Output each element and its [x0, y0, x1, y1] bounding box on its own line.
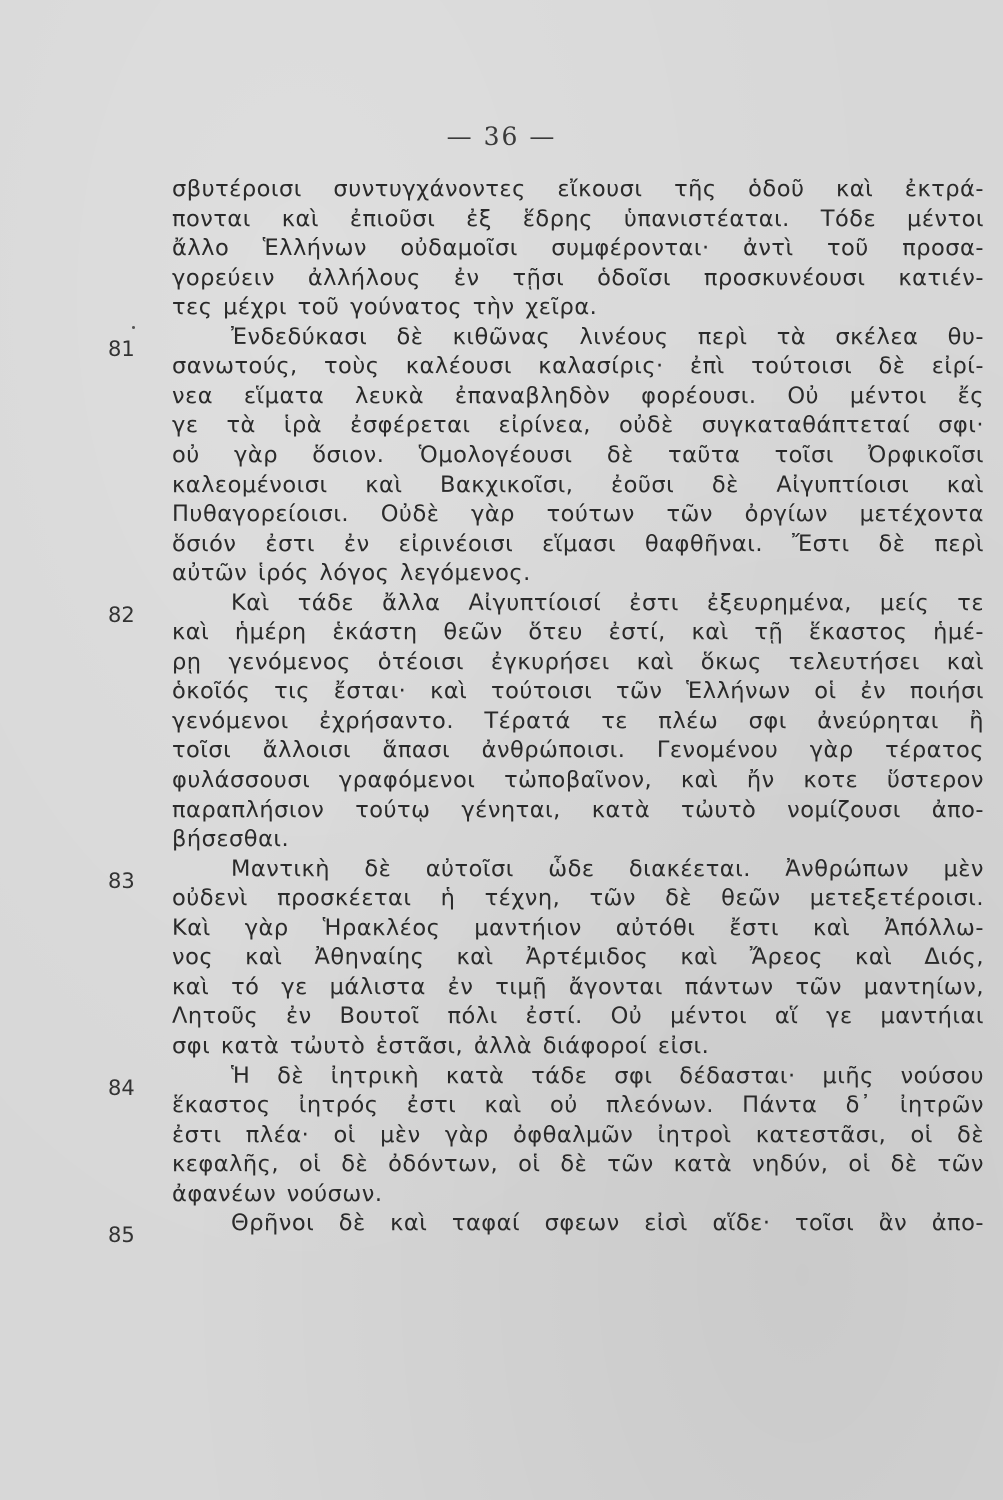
text-line: ἄλλο Ἑλλήνων οὐδαμοῖσι συμφέρονται· ἀντὶ τοῦ προσα- [172, 235, 984, 262]
text-line: βήσεσθαι. [172, 826, 290, 853]
text-line: σβυτέροισι συντυγχάνοντες εἴκουσι τῆς ὁδοῦ καὶ ἐκτρά- [172, 176, 984, 202]
text-line: Μαντικὴ δὲ αὐτοῖσι ὧδε διακέεται. Ἀνθρώπων μὲν [231, 855, 984, 882]
text-line: φυλάσσουσι γραφόμενοι τὠποβαῖνον, καὶ ἤν κοτε ὕστερον [172, 767, 984, 793]
text-line: γε τὰ ἱρὰ ἐσφέρεται εἰρίνεα, οὐδὲ συγκαταθάπτεταί σφι· [172, 412, 984, 439]
text-line: Πυθαγορείοισι. Οὐδὲ γὰρ τούτων τῶν ὀργίων μετέχοντα [172, 501, 984, 528]
section-number: 83 [108, 868, 135, 893]
text-line: νος καὶ Ἀθηναίης καὶ Ἀρτέμιδος καὶ Ἄρεος καὶ Διός, [172, 944, 984, 971]
text-line: σφι κατὰ τὠυτὸ ἑστᾶσι, ἀλλὰ διάφοροί εἰσι. [172, 1032, 710, 1059]
text-line: γορεύειν ἀλλήλους ἐν τῇσι ὁδοῖσι προσκυνέουσι κατιέν- [172, 264, 984, 291]
text-line: καὶ ἡμέρη ἑκάστη θεῶν ὅτευ ἐστί, καὶ τῇ ἕκαστος ἡμέ- [172, 619, 984, 646]
text-line: τες μέχρι τοῦ γούνατος τὴν χεῖρα. [172, 294, 598, 321]
text-line: ἀφανέων νούσων. [172, 1180, 383, 1207]
text-line: ὅσιόν ἐστι ἐν εἰρινέοισι εἵμασι θαφθῆναι. Ἔστι δὲ περὶ [172, 530, 984, 557]
text-line: Ἡ δὲ ἰητρικὴ κατὰ τάδε σφι δέδασται· μιῆς νούσου [231, 1062, 984, 1089]
text-line: οὐδενὶ προσκέεται ἡ τέχνη, τῶν δὲ θεῶν μετεξετέροισι. [172, 885, 984, 912]
print-speck [132, 326, 135, 329]
section-number: 85 [108, 1223, 135, 1248]
text-line: κεφαλῆς, οἱ δὲ ὀδόντων, οἱ δὲ τῶν κατὰ νηδύν, οἱ δὲ τῶν [172, 1151, 984, 1178]
text-line: πονται καὶ ἐπιοῦσι ἐξ ἕδρης ὑπανιστέαται. Τόδε μέντοι [172, 205, 984, 232]
text-line: ὁκοῖός τις ἔσται· καὶ τούτοισι τῶν Ἑλλήνων οἱ ἐν ποιήσι [172, 678, 984, 705]
text-line: παραπλήσιον τούτῳ γένηται, κατὰ τὠυτὸ νομίζουσι ἀπο- [172, 796, 984, 823]
text-line: οὐ γὰρ ὅσιον. Ὁμολογέουσι δὲ ταῦτα τοῖσι Ὀρφικοῖσι [172, 441, 984, 468]
text-line: ρῃ γενόμενος ὁτέοισι ἐγκυρήσει καὶ ὅκως τελευτήσει καὶ [172, 648, 984, 675]
text-line: καὶ τό γε μάλιστα ἐν τιμῇ ἄγονται πάντων τῶν μαντηίων, [172, 973, 984, 1000]
text-line: τοῖσι ἄλλοισι ἅπασι ἀνθρώποισι. Γενομένου γὰρ τέρατος [172, 737, 984, 764]
section-number: 84 [108, 1075, 135, 1100]
text-line: Καὶ τάδε ἄλλα Αἰγυπτίοισί ἐστι ἐξευρημένα, μείς τε [231, 589, 984, 616]
text-line: αὐτῶν ἱρός λόγος λεγόμενος. [172, 560, 531, 587]
text-line: ἕκαστος ἰητρός ἐστι καὶ οὐ πλεόνων. Πάντα δ᾽ ἰητρῶν [172, 1092, 984, 1119]
text-line: καλεομένοισι καὶ Βακχικοῖσι, ἐοῦσι δὲ Αἰγυπτίοισι καὶ [172, 471, 984, 498]
text-line: ἐστι πλέα· οἱ μὲν γὰρ ὀφθαλμῶν ἰητροὶ κατεστᾶσι, οἱ δὲ [172, 1121, 984, 1148]
text-line: Θρῆνοι δὲ καὶ ταφαί σφεων εἰσὶ αἵδε· τοῖσι ἂν ἀπο- [231, 1210, 984, 1237]
text-line: νεα εἵματα λευκὰ ἐπαναβληδὸν φορέουσι. Οὐ μέντοι ἔς [172, 382, 984, 409]
text-line: Λητοῦς ἐν Βουτοῖ πόλι ἐστί. Οὐ μέντοι αἵ γε μαντήιαι [172, 1003, 984, 1030]
text-line: γενόμενοι ἐχρήσαντο. Τέρατά τε πλέω σφι ἀνεύρηται ἢ [172, 707, 984, 734]
text-line: Ἐνδεδύκασι δὲ κιθῶνας λινέους περὶ τὰ σκέλεα θυ- [231, 323, 984, 350]
section-number: 81 [108, 336, 135, 361]
text-line: σανωτούς, τοὺς καλέουσι καλασίρις· ἐπὶ τούτοισι δὲ εἰρί- [172, 353, 984, 380]
text-line: Καὶ γὰρ Ἡρακλέος μαντήιον αὐτόθι ἔστι καὶ Ἀπόλλω- [172, 914, 984, 941]
section-number: 82 [108, 602, 135, 627]
page-number: — 36 — [446, 122, 557, 151]
